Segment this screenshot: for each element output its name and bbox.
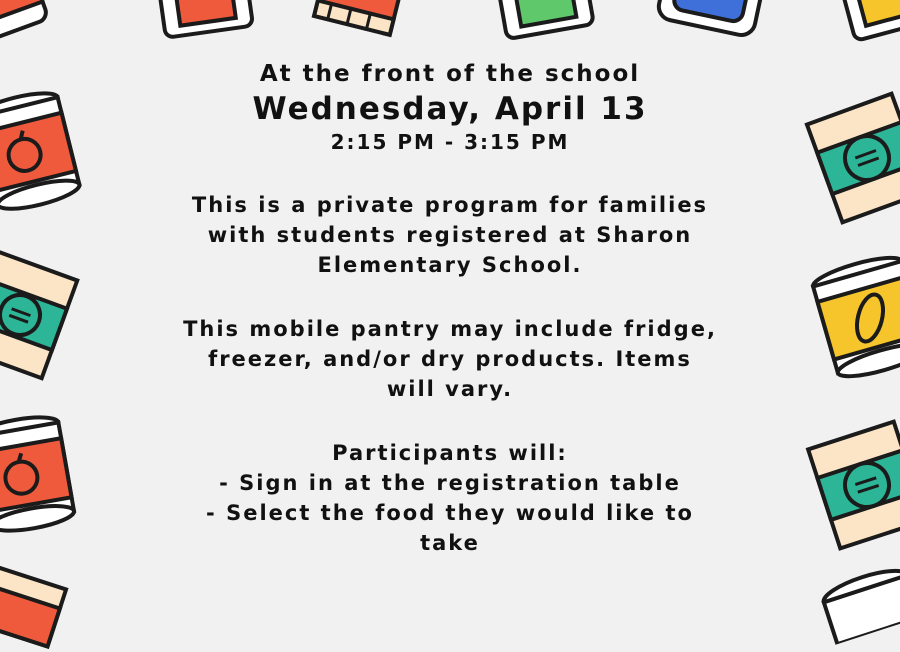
- food-can-icon: [0, 407, 85, 543]
- pantry-notice-line: will vary.: [386, 377, 514, 401]
- food-bag-icon: [795, 83, 900, 233]
- corn-can-icon: [831, 0, 900, 50]
- pantry-notice: [140, 314, 760, 404]
- food-can-icon: [489, 0, 601, 48]
- corn-can-icon: [801, 245, 900, 391]
- food-can-icon: [0, 82, 91, 223]
- participants-step: - Select the food they would like to: [206, 501, 694, 525]
- private-notice-line: with students registered at Sharon: [207, 223, 693, 247]
- event-date: Wednesday, April 13: [252, 91, 648, 127]
- food-can-icon: [150, 0, 260, 47]
- food-can-icon: [648, 0, 772, 51]
- food-bag-icon: [796, 411, 900, 559]
- flyer-content: [140, 58, 760, 558]
- event-time: 2:15 PM - 3:15 PM: [330, 130, 570, 154]
- location-text: At the front of the school: [259, 61, 641, 87]
- food-bag-icon: [305, 0, 409, 50]
- food-can-icon: [813, 558, 900, 646]
- participants-step: take: [420, 531, 480, 555]
- food-bag-icon: [0, 558, 74, 652]
- private-notice-line: Elementary School.: [317, 253, 583, 277]
- pantry-notice-line: freezer, and/or dry products. Items: [208, 347, 692, 371]
- private-notice: [140, 190, 760, 280]
- participants-heading: Participants will:: [332, 441, 568, 465]
- pantry-notice-line: This mobile pantry may include fridge,: [183, 317, 717, 341]
- private-notice-line: This is a private program for families: [191, 193, 709, 217]
- food-bag-icon: [0, 242, 88, 389]
- food-can-icon: [0, 0, 63, 53]
- participants-section: [140, 438, 760, 558]
- participants-step: - Sign in at the registration table: [219, 471, 681, 495]
